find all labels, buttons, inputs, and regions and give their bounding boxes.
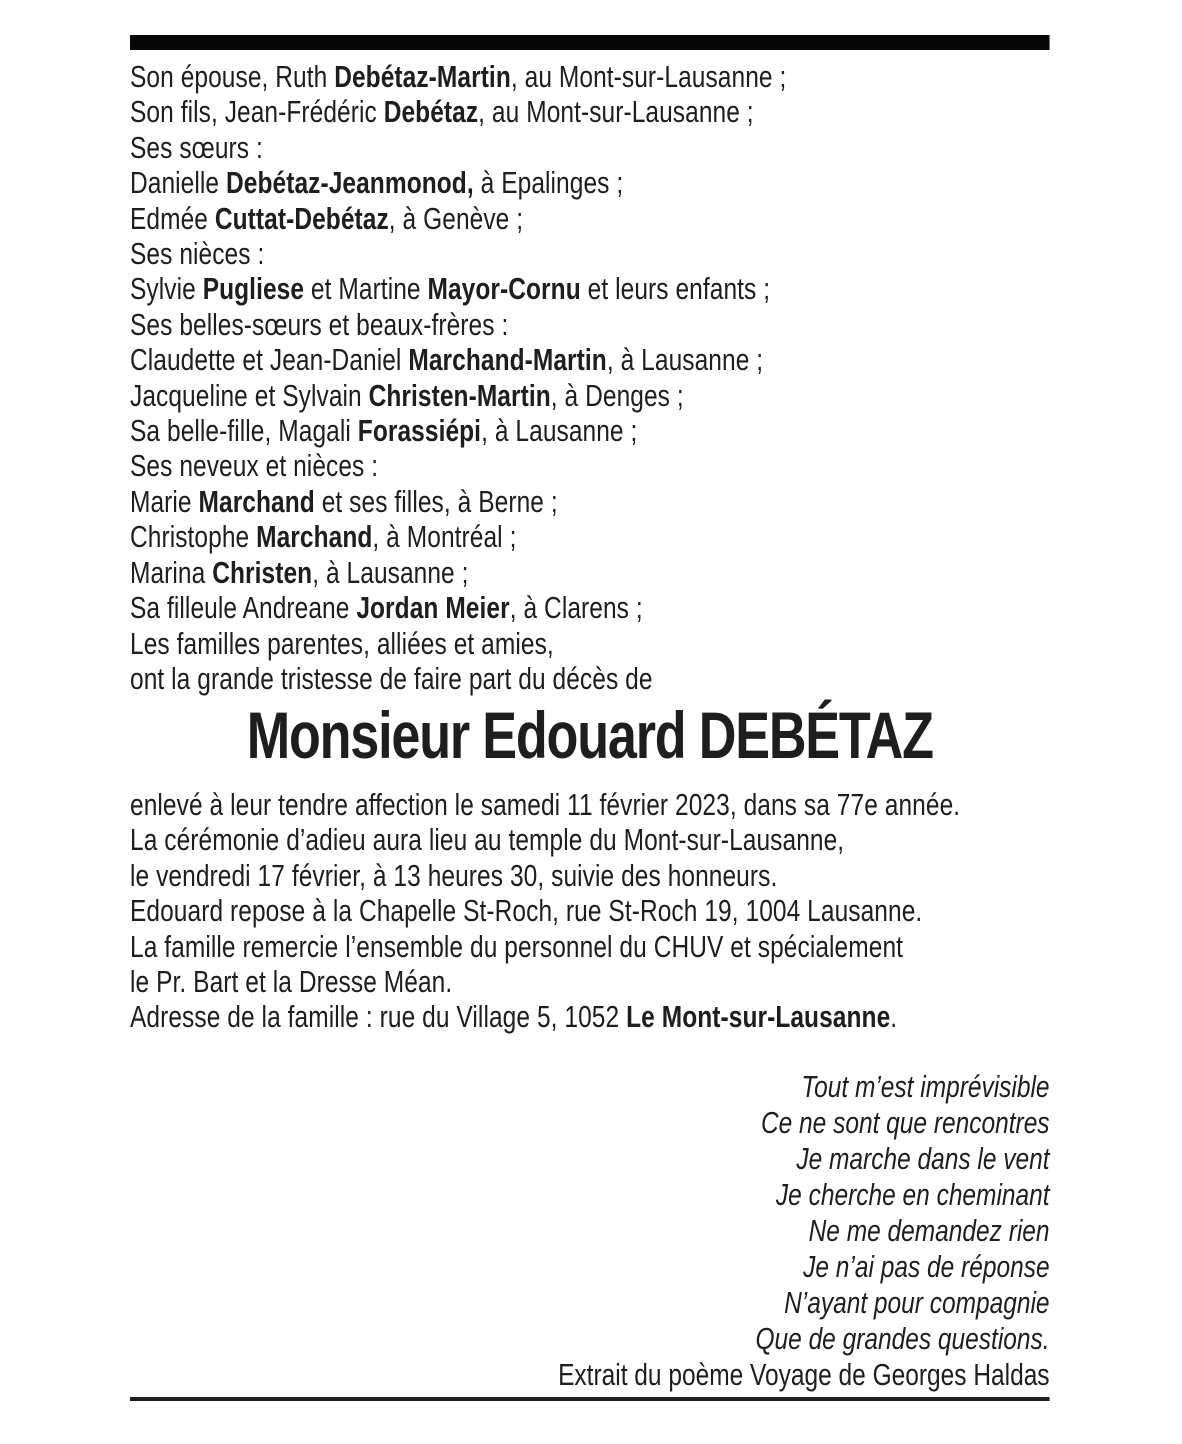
text-run: Les familles parentes, alliées et amies, [130,625,554,661]
text-run: Ses nièces : [130,236,265,272]
name-bold-run: Debétaz [383,94,479,130]
name-bold-run: Christen-Martin [368,377,551,413]
family-line [130,626,1050,661]
family-line [130,448,1050,483]
text-run: Claudette et Jean-Daniel [130,342,409,378]
text-run: , à Lausanne ; [312,554,469,590]
family-line [130,94,1050,129]
poem-line: N’ayant pour compagnie [784,1285,1050,1320]
name-bold-run: Pugliese [202,271,305,307]
text-run: le vendredi 17 février, à 13 heures 30, suivie des honneurs. [130,857,778,893]
text-run: Jacqueline et Sylvain [130,377,369,413]
text-run: . [890,999,898,1035]
text-run: Sylvie [130,271,203,307]
name-bold-run: Mayor-Cornu [427,271,581,307]
notice-line [130,858,1050,893]
text-run: et Martine [304,271,428,307]
name-bold-run: Marchand [198,483,315,519]
poem-excerpt [130,1069,1050,1357]
top-black-bar [130,35,1050,50]
notice-line [130,787,1050,822]
text-run: Adresse de la famille : rue du Village 5, 1052 [130,999,627,1035]
text-run: , au Mont-sur-Lausanne ; [510,59,787,94]
text-run: , à Lausanne ; [481,413,638,449]
text-run: Edouard repose à la Chapelle St-Roch, rue St-Roch 19, 1004 Lausanne. [130,893,923,929]
text-run: Son fils, Jean-Frédéric [130,94,384,130]
text-run: Ses belles-sœurs et beaux-frères : [130,306,509,342]
family-line [130,590,1050,625]
text-run: , à Montréal ; [372,519,517,555]
text-run: Christophe [130,519,257,555]
notice-line [130,964,1050,999]
name-bold-run: Cuttat-Debétaz [214,200,389,236]
text-run: ont la grande tristesse de faire part du décès de [130,660,653,696]
family-line [130,59,1050,94]
family-line [130,165,1050,200]
text-run: Marina [130,554,213,590]
name-bold-run: Le Mont-sur-Lausanne [626,999,891,1035]
poem-line: Que de grandes questions. [755,1321,1050,1356]
family-line [130,661,1050,696]
name-bold-run: Christen [212,554,313,590]
notice-line [130,893,1050,928]
text-run: Sa belle-fille, Magali [130,413,358,449]
poem-line: Tout m’est imprévisible [801,1069,1050,1104]
text-run: Danielle [130,165,227,201]
name-bold-run: Forassiépi [357,413,482,449]
text-run: La famille remercie l’ensemble du personnel du CHUV et spécialement [130,928,904,964]
text-run: Ses neveux et nièces : [130,448,379,484]
text-run: Ses sœurs : [130,129,263,165]
family-line [130,201,1050,236]
funeral-notice-list [130,787,1050,1035]
family-line [130,519,1050,554]
family-line [130,413,1050,448]
poem-line: Je marche dans le vent [796,1141,1050,1176]
poem-line: Ce ne sont que rencontres [760,1105,1050,1140]
family-line [130,271,1050,306]
text-run: Marie [130,483,199,519]
text-run: , à Clarens ; [509,590,643,626]
text-run: et leurs enfants ; [580,271,771,307]
name-bold-run: Marchand-Martin [408,342,607,378]
text-run: , au Mont-sur-Lausanne ; [478,94,754,130]
text-run: Son épouse, Ruth [130,59,335,94]
poem-line: Je n’ai pas de réponse [803,1249,1050,1284]
poem-attribution: Extrait du poème Voyage de Georges Haldas [558,1357,1050,1392]
family-line [130,342,1050,377]
deceased-name-title: Monsieur Edouard DEBÉTAZ [246,698,933,772]
bottom-rule [130,1397,1050,1401]
text-run: Sa filleule Andreane [130,590,357,626]
text-run: et ses filles, à Berne ; [314,483,558,519]
family-line [130,484,1050,519]
text-run: La cérémonie d’adieu aura lieu au temple du Mont-sur-Lausanne, [130,822,845,858]
name-bold-run: Debétaz-Martin [334,59,511,94]
text-run: , à Lausanne ; [606,342,764,378]
poem-line: Je cherche en cheminant [775,1177,1050,1212]
text-run: enlevé à leur tendre affection le samedi 11 février 2023, dans sa 77e année. [130,787,961,822]
text-run: , à Denges ; [550,377,684,413]
notice-line [130,999,1050,1034]
name-bold-run: Marchand [256,519,373,555]
text-run: le Pr. Bart et la Dresse Méan. [130,964,453,1000]
family-list [130,59,1050,696]
notice-line [130,822,1050,857]
family-line [130,307,1050,342]
name-bold-run: Debétaz-Jeanmonod, [226,165,474,201]
family-line [130,378,1050,413]
text-run: à Epalinges ; [473,165,624,201]
text-run: Edmée [130,200,215,236]
text-run: , à Genève ; [388,200,524,236]
notice-line [130,929,1050,964]
family-line [130,130,1050,165]
name-bold-run: Jordan Meier [356,590,510,626]
notice-content-column [130,0,1050,1444]
family-line [130,236,1050,271]
family-line [130,555,1050,590]
poem-line: Ne me demandez rien [808,1213,1050,1248]
